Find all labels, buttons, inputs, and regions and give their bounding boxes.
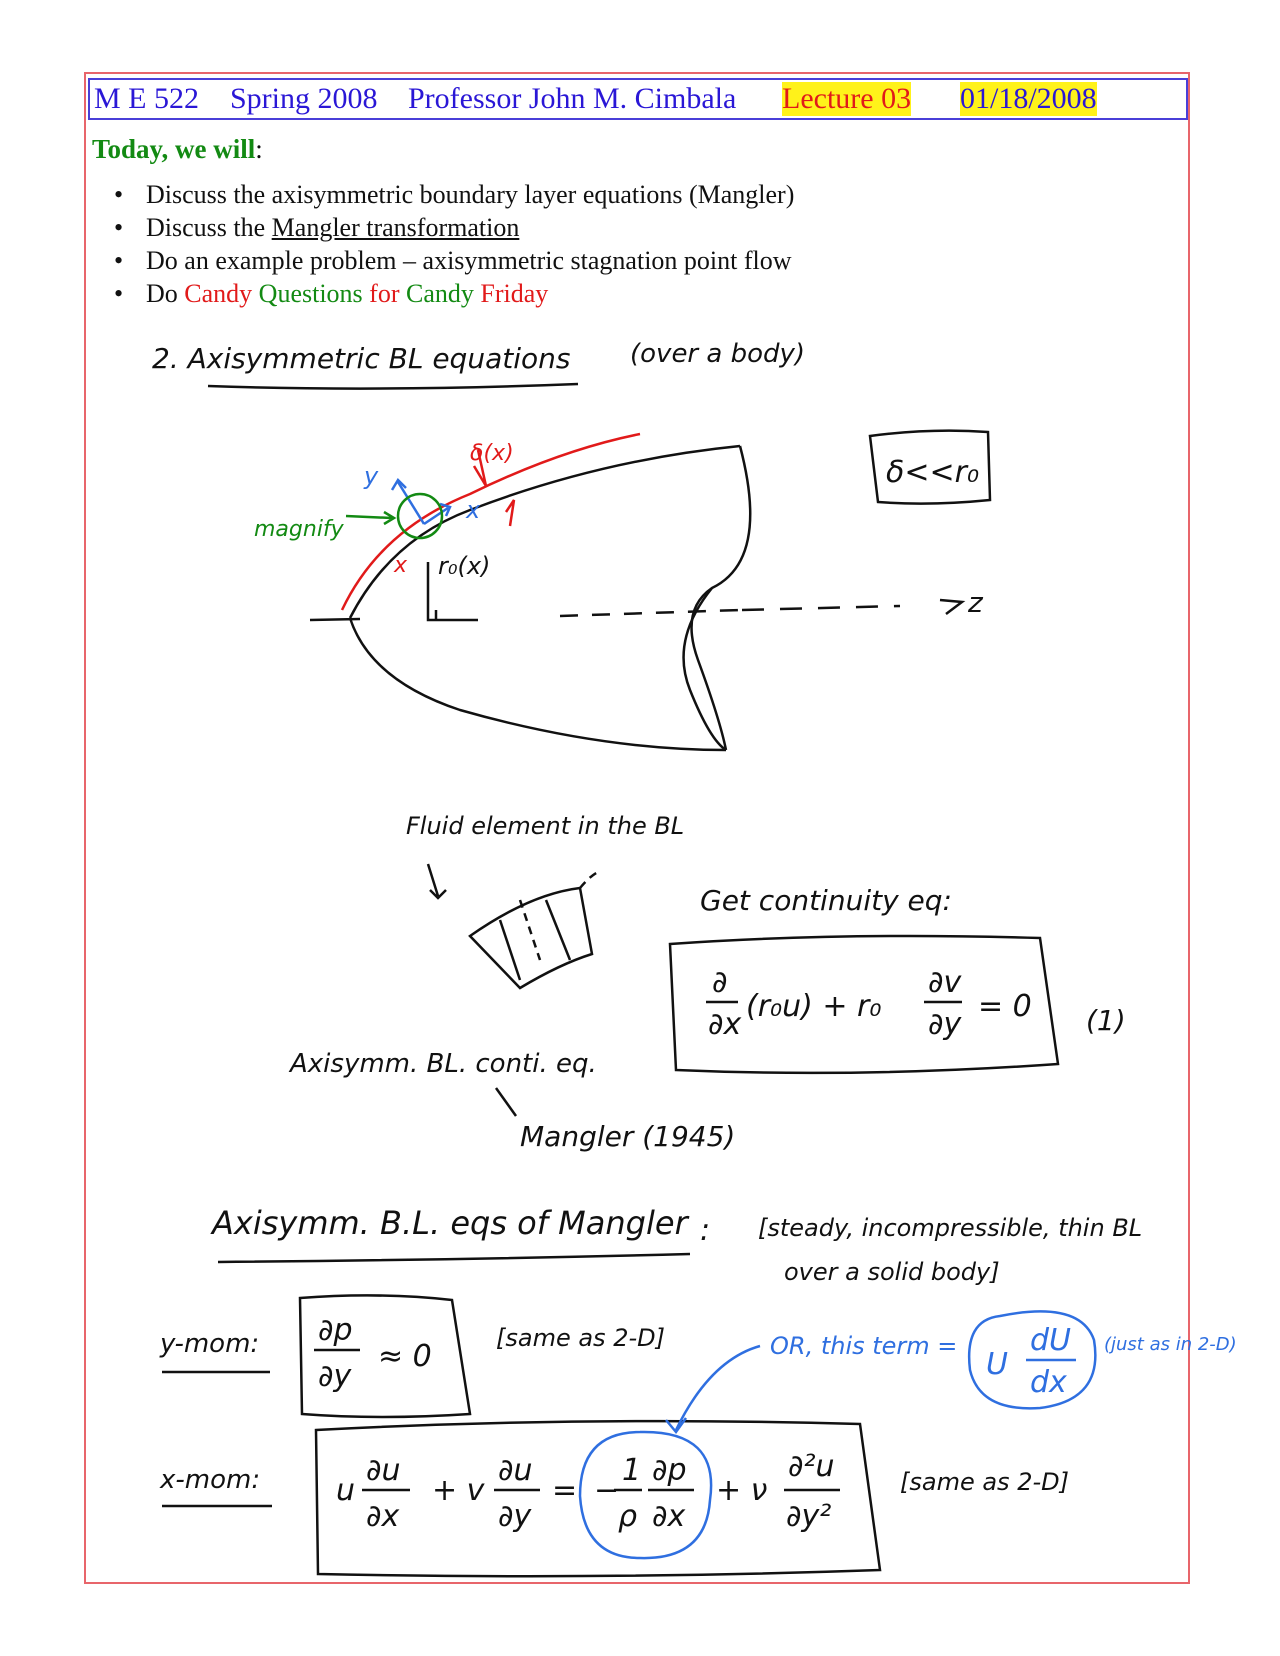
title-underline (208, 384, 578, 389)
professor: Professor John M. Cimbala (408, 82, 737, 115)
reference-pointer (496, 1088, 516, 1116)
ymom-label: y-mom: (160, 1329, 260, 1359)
svg-text:+ ν: + ν (716, 1473, 768, 1508)
fluid-element-sketch (470, 872, 598, 988)
assumption-text: δ<<r₀ (886, 455, 979, 490)
xmom-note: [same as 2-D] (900, 1468, 1069, 1496)
section-note: (over a body) (630, 339, 806, 369)
svg-text:∂: ∂ (712, 965, 728, 1000)
magnify-label: magnify (254, 517, 344, 542)
svg-text:U: U (986, 1347, 1008, 1382)
svg-text:∂u: ∂u (498, 1453, 533, 1488)
agenda-word: Friday (473, 279, 549, 308)
svg-text:−: − (594, 1473, 620, 1508)
axis-arrow-icon (940, 600, 962, 614)
axis-line (560, 610, 740, 616)
mangler-reference: Mangler (1945) (520, 1120, 736, 1153)
bullet-icon: • (114, 180, 124, 209)
svg-text:=: = (552, 1473, 578, 1508)
z-axis-label: z (968, 586, 983, 619)
svg-text:= 0: = 0 (978, 989, 1032, 1024)
magnify-arrow-icon (346, 512, 394, 524)
svg-text:∂²u: ∂²u (788, 1449, 835, 1484)
fluid-element-arrow-icon (428, 864, 446, 898)
heading-colon: : (700, 1213, 711, 1248)
continuity-label: Axisymm. BL. conti. eq. (290, 1049, 597, 1079)
mangler-heading: Axisymm. B.L. eqs of Mangler (212, 1204, 688, 1242)
agenda-word: Questions (252, 279, 363, 308)
svg-text:u: u (336, 1473, 356, 1508)
x-axis-label: x (466, 496, 481, 524)
svg-text:ρ: ρ (618, 1499, 638, 1534)
red-x-mark: x (394, 553, 408, 578)
fluid-element-label: Fluid element in the BL (406, 812, 685, 840)
body-sketch (310, 446, 750, 750)
xmom-equation (336, 1449, 840, 1534)
r0-label: r₀(x) (438, 552, 491, 580)
svg-text:(r₀u) + r₀: (r₀u) + r₀ (746, 989, 882, 1024)
xmom-label: x-mom: (160, 1465, 261, 1495)
bullet-icon: • (114, 246, 124, 275)
bullet-icon: • (114, 279, 124, 308)
agenda-text: Discuss the axisymmetric boundary layer equations (Mangler) (146, 180, 795, 209)
svg-text:∂x: ∂x (652, 1499, 686, 1534)
svg-text:∂x: ∂x (708, 1007, 742, 1042)
agenda-underlined-text: Mangler transformation (271, 213, 520, 242)
lecture-date: 01/18/2008 (960, 82, 1097, 115)
delta-up-arrow-icon (506, 500, 514, 526)
svg-text:dU: dU (1030, 1323, 1072, 1358)
svg-text:∂x: ∂x (366, 1499, 400, 1534)
y-axis-label: y (364, 462, 379, 490)
svg-text:∂p: ∂p (318, 1313, 353, 1348)
svg-text:∂y²: ∂y² (786, 1499, 832, 1534)
bullet-icon: • (114, 213, 124, 242)
section-title: 2. Axisymmetric BL equations (152, 342, 571, 375)
ymom-note: [same as 2-D] (496, 1324, 665, 1352)
svg-text:dx: dx (1030, 1365, 1067, 1400)
today-label: Today, we will (92, 134, 256, 164)
svg-text:∂y: ∂y (928, 1007, 962, 1042)
agenda-word: for (362, 279, 400, 308)
svg-text:∂u: ∂u (366, 1453, 401, 1488)
just-note: (just as in 2-D) (1104, 1334, 1237, 1355)
conditions-line-1: [steady, incompressible, thin BL (758, 1214, 1143, 1242)
continuity-intro: Get continuity eq: (700, 884, 952, 917)
svg-text:∂v: ∂v (928, 965, 962, 1000)
ymom-equation (314, 1313, 432, 1394)
svg-text:≈ 0: ≈ 0 (378, 1339, 432, 1374)
or-pointer (676, 1346, 760, 1430)
agenda-word: Candy (399, 279, 474, 308)
agenda-text: Do (146, 279, 185, 308)
agenda-text: Do an example problem – axisymmetric stagnation point flow (146, 246, 792, 275)
course-code: M E 522 (94, 82, 199, 115)
agenda-text: Discuss the (146, 213, 272, 242)
svg-text:∂y: ∂y (498, 1499, 532, 1534)
axis-line-extension (742, 606, 900, 610)
equation-number: (1) (1086, 1004, 1126, 1037)
svg-text:∂y: ∂y (318, 1359, 352, 1394)
svg-text:1: 1 (622, 1453, 642, 1488)
agenda-word: Candy (184, 279, 253, 308)
svg-text:+ v: + v (432, 1473, 485, 1508)
conditions-line-2: over a solid body] (784, 1258, 1000, 1286)
delta-label: δ(x) (470, 441, 514, 466)
or-note: OR, this term = (770, 1332, 958, 1360)
term: Spring 2008 (230, 82, 378, 115)
today-colon: : (255, 134, 263, 164)
svg-text:∂p: ∂p (652, 1453, 687, 1488)
velocity-term (986, 1323, 1076, 1400)
lecture-number: Lecture 03 (782, 82, 912, 115)
continuity-equation (706, 965, 1032, 1042)
heading-underline (218, 1254, 690, 1262)
